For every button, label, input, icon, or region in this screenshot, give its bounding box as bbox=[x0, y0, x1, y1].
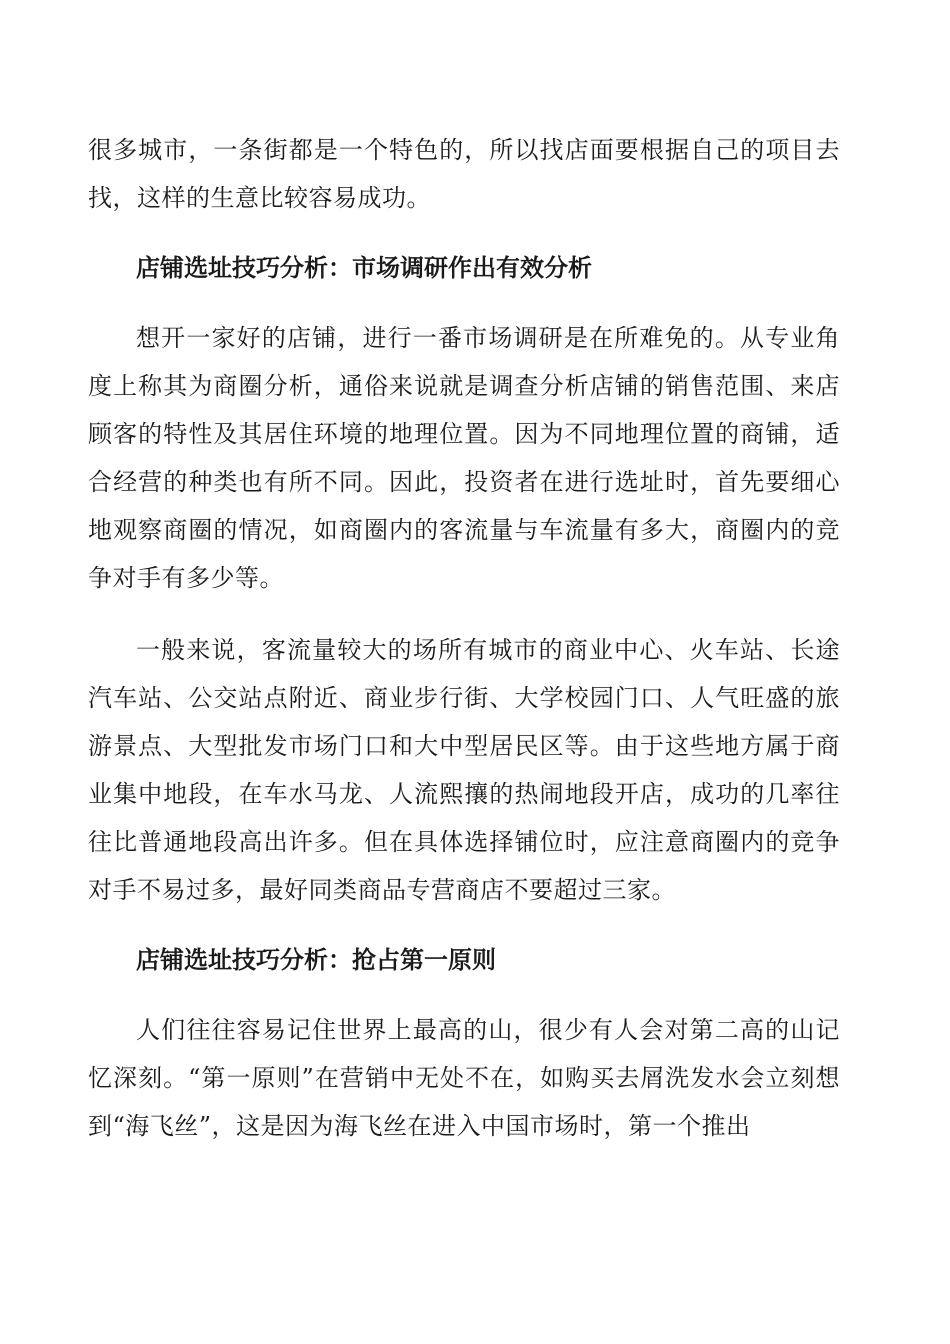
section-heading-market-research: 店铺选址技巧分析：市场调研作出有效分析 bbox=[136, 254, 592, 282]
section-heading-first-principle: 店铺选址技巧分析：抢占第一原则 bbox=[136, 946, 496, 974]
paragraph-market-research: 想开一家好的店铺，进行一番市场调研是在所难免的。从专业角度上称其为商圈分析，通俗来说就是调查分析店铺的销售范围、来店顾客的特性及其居住环境的地理位置。因为不同地理位置的商铺，适合经营的种类也有所不同。因此，投资者在进行选址时，首先要细心地观察商圈的情况，如商圈内的客流量与车流量有多大，商圈内的竞争对手有多少等。 bbox=[88, 324, 840, 592]
spacer bbox=[88, 292, 840, 314]
document-page bbox=[88, 126, 840, 1150]
paragraph-first-principle: 人们往往容易记住世界上最高的山，很少有人会对第二高的山记忆深刻。“第一原则”在营销中无处不在，如购买去屑洗发水会立刻想到“海飞丝”，这是因为海飞丝在进入中国市场时，第一个推出 bbox=[88, 1016, 840, 1140]
paragraph-customer-flow: 一般来说，客流量较大的场所有城市的商业中心、火车站、长途汽车站、公交站点附近、商业步行街、大学校园门口、人气旺盛的旅游景点、大型批发市场门口和大中型居民区等。由于这些地方属于商业集中地段，在车水马龙、人流熙攘的热闹地段开店，成功的几率往往比普通地段高出许多。但在具体选择铺位时，应注意商圈内的竞争对手不易过多，最好同类商品专营商店不要超过三家。 bbox=[88, 636, 840, 904]
spacer bbox=[88, 222, 840, 244]
spacer bbox=[88, 914, 840, 936]
spacer bbox=[88, 602, 840, 626]
spacer bbox=[88, 984, 840, 1006]
paragraph-intro: 很多城市，一条街都是一个特色的，所以找店面要根据自己的项目去找，这样的生意比较容易成功。 bbox=[88, 136, 840, 212]
